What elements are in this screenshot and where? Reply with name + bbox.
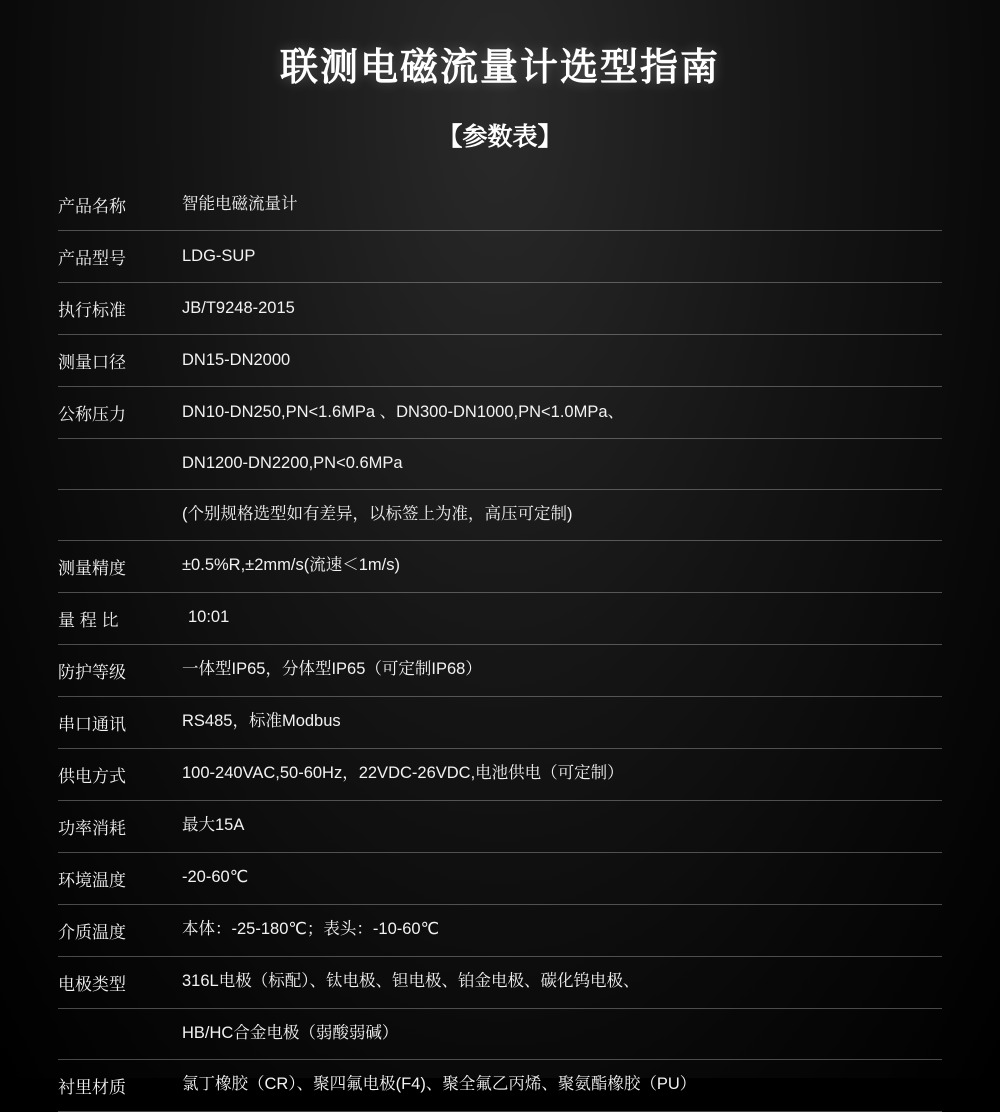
- page-title: 联测电磁流量计选型指南: [279, 47, 720, 89]
- spec-value: 氯丁橡胶（CR）、聚四氟电极(F4)、聚全氟乙丙烯、聚氨酯橡胶（PU）: [182, 1075, 697, 1094]
- page-subtitle: 【参数表】: [437, 123, 563, 151]
- table-row: [58, 1059, 942, 1111]
- spec-label: 测量口径: [58, 353, 126, 372]
- table-row: [58, 644, 942, 696]
- spec-label: 串口通讯: [58, 714, 126, 734]
- table-row: [58, 800, 942, 852]
- spec-label-empty: [58, 1008, 182, 1059]
- table-row: [58, 956, 942, 1008]
- spec-label: 产品型号: [58, 249, 126, 268]
- spec-value: 一体型IP65，分体型IP65（可定制IP68）: [182, 660, 482, 679]
- table-row: [58, 283, 942, 335]
- table-row: [58, 540, 942, 592]
- spec-label: 公称压力: [58, 405, 126, 424]
- spec-value: 本体：-25-180℃；表头：-10-60℃: [182, 920, 440, 939]
- spec-table: [58, 179, 942, 1112]
- spec-value: JB/T9248-2015: [182, 298, 295, 317]
- table-row: [58, 696, 942, 748]
- table-row: [58, 748, 942, 800]
- spec-value: 316L电极（标配）、钛电极、钽电极、铂金电极、碳化钨电极、: [182, 972, 640, 991]
- spec-label: 介质温度: [58, 922, 126, 942]
- table-row: [58, 904, 942, 956]
- table-row: [58, 231, 942, 283]
- spec-label: 执行标准: [58, 301, 126, 320]
- table-row-continuation: [58, 439, 942, 490]
- spec-value: LDG-SUP: [182, 246, 256, 265]
- spec-label: 衬里材质: [58, 1077, 126, 1097]
- spec-value: -20-60℃: [182, 868, 249, 887]
- spec-value: DN15-DN2000: [182, 350, 291, 369]
- spec-value: DN10-DN250,PN<1.6MPa 、DN300-DN1000,PN<1.0MPa、: [182, 402, 625, 421]
- table-row: [58, 852, 942, 904]
- spec-value-note: (个别规格选型如有差异，以标签上为准，高压可定制): [182, 504, 573, 523]
- table-row: [58, 592, 942, 644]
- spec-value: DN1200-DN2200,PN<0.6MPa: [182, 454, 403, 472]
- spec-label: 电极类型: [58, 974, 126, 994]
- spec-label: 环境温度: [58, 870, 126, 890]
- spec-label-empty: [58, 439, 182, 490]
- spec-value: 智能电磁流量计: [182, 194, 298, 213]
- spec-label-empty: [58, 489, 182, 540]
- table-row: [58, 335, 942, 387]
- spec-value: ±0.5%R,±2mm/s(流速＜1m/s): [182, 556, 400, 575]
- spec-label: 功率消耗: [58, 818, 126, 838]
- spec-label: 产品名称: [58, 197, 126, 216]
- spec-value: 最大15A: [182, 816, 245, 835]
- spec-label: 防护等级: [58, 662, 126, 682]
- spec-label: 测量精度: [58, 558, 126, 578]
- table-row-continuation: [58, 1008, 942, 1059]
- table-row: [58, 387, 942, 439]
- spec-label: 供电方式: [58, 766, 126, 786]
- spec-value: HB/HC合金电极（弱酸弱碱）: [182, 1023, 399, 1042]
- spec-value: RS485，标准Modbus: [182, 712, 341, 731]
- spec-value: 10:01: [188, 608, 230, 627]
- spec-value: 100-240VAC,50-60Hz，22VDC-26VDC,电池供电（可定制）: [182, 764, 624, 783]
- table-row: [58, 179, 942, 231]
- spec-table-wrapper: [58, 179, 942, 1112]
- spec-label: 量 程 比: [58, 610, 119, 630]
- table-row-continuation: [58, 489, 942, 540]
